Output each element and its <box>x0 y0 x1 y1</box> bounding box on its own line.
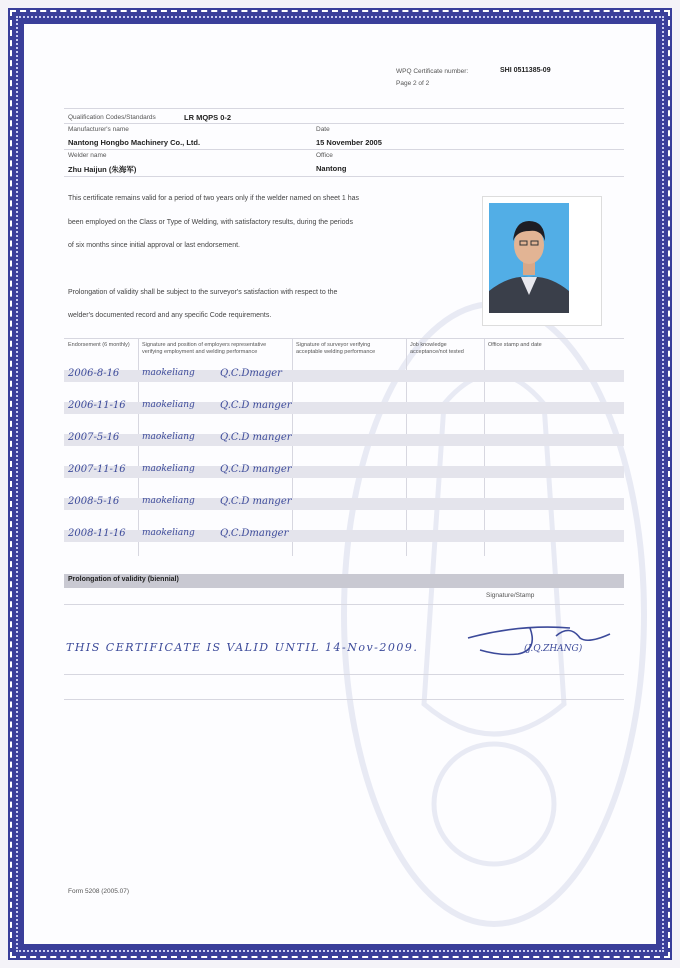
date-value: 15 November 2005 <box>316 138 382 147</box>
prolongation-text-line: welder's documented record and any specific Code requirements. <box>68 312 272 319</box>
employer-signature: maokeliang <box>142 528 195 538</box>
manufacturer-label: Manufacturer's name <box>68 126 129 133</box>
employer-signature: maokeliang <box>142 496 195 506</box>
divider <box>64 123 624 124</box>
employer-position: Q.C.D manger <box>220 432 292 443</box>
column-header: Endorsement (6 monthly) <box>68 342 130 348</box>
welder-value: Zhu Haijun (朱海军) <box>68 165 137 174</box>
endorsement-date: 2007-11-16 <box>68 464 126 475</box>
welder-photo-frame <box>482 196 602 326</box>
qualification-value: LR MQPS 0-2 <box>184 113 232 122</box>
endorsement-date: 2008-5-16 <box>68 496 120 507</box>
date-label: Date <box>316 126 330 133</box>
office-label: Office <box>316 152 333 159</box>
page-indicator: Page 2 of 2 <box>396 80 430 87</box>
divider <box>64 108 624 109</box>
column-header: Job knowledge acceptance/not tested <box>410 342 464 355</box>
qualification-label: Qualification Codes/Standards <box>68 114 156 121</box>
form-number: Form 5208 (2005.07) <box>68 888 130 895</box>
welder-label: Welder name <box>68 152 107 159</box>
employer-position: Q.C.D manger <box>220 496 292 507</box>
employer-signature: maokeliang <box>142 432 195 442</box>
divider <box>64 149 624 150</box>
endorsement-date: 2006-11-16 <box>68 400 126 411</box>
signature-stamp-label: Signature/Stamp <box>486 592 535 599</box>
endorsement-date: 2008-11-16 <box>68 528 126 539</box>
cert-number-label: WPQ Certificate number: <box>396 68 469 75</box>
employer-position: Q.C.D manger <box>220 400 292 411</box>
column-header: Signature and position of employers representative verifying employment and welding performance <box>142 342 267 355</box>
validity-text-line: This certificate remains valid for a period of two years only if the welder named on sheet 1 has <box>68 195 360 202</box>
endorsement-date: 2007-5-16 <box>68 432 120 443</box>
divider <box>64 674 624 675</box>
cert-number: SHI 0511385-09 <box>500 67 551 74</box>
divider <box>64 604 624 605</box>
employer-signature: maokeliang <box>142 464 195 474</box>
endorsement-date: 2006-8-16 <box>68 368 120 379</box>
column-header: Signature of surveyor verifying acceptable welding performance <box>296 342 376 355</box>
validity-text-line: been employed on the Class or Type of Welding, with satisfactory results, during the periods <box>68 219 353 226</box>
column-header: Office stamp and date <box>488 342 542 348</box>
employer-position: Q.C.D manger <box>220 464 292 475</box>
welder-photo <box>489 203 569 313</box>
manufacturer-value: Nantong Hongbo Machinery Co., Ltd. <box>68 138 201 147</box>
employer-signature: maokeliang <box>142 400 195 410</box>
validity-text-line: of six months since initial approval or last endorsement. <box>68 242 240 249</box>
certificate-sheet <box>24 24 656 944</box>
employer-position: Q.C.Dmager <box>220 368 282 379</box>
office-value: Nantong <box>316 164 347 173</box>
divider <box>64 699 624 700</box>
divider <box>64 176 624 177</box>
table-top-rule <box>64 338 624 339</box>
signer-name: (J.Q.ZHANG) <box>524 644 583 654</box>
prolongation-text-line: Prolongation of validity shall be subject to the surveyor's satisfaction with respect to the <box>68 289 338 296</box>
surveyor-signature <box>460 614 620 664</box>
employer-position: Q.C.Dmanger <box>220 528 289 539</box>
employer-signature: maokeliang <box>142 368 195 378</box>
validity-note: THIS CERTIFICATE IS VALID UNTIL 14-Nov-2009. <box>66 641 419 654</box>
prolongation-title: Prolongation of validity (biennial) <box>68 576 179 583</box>
